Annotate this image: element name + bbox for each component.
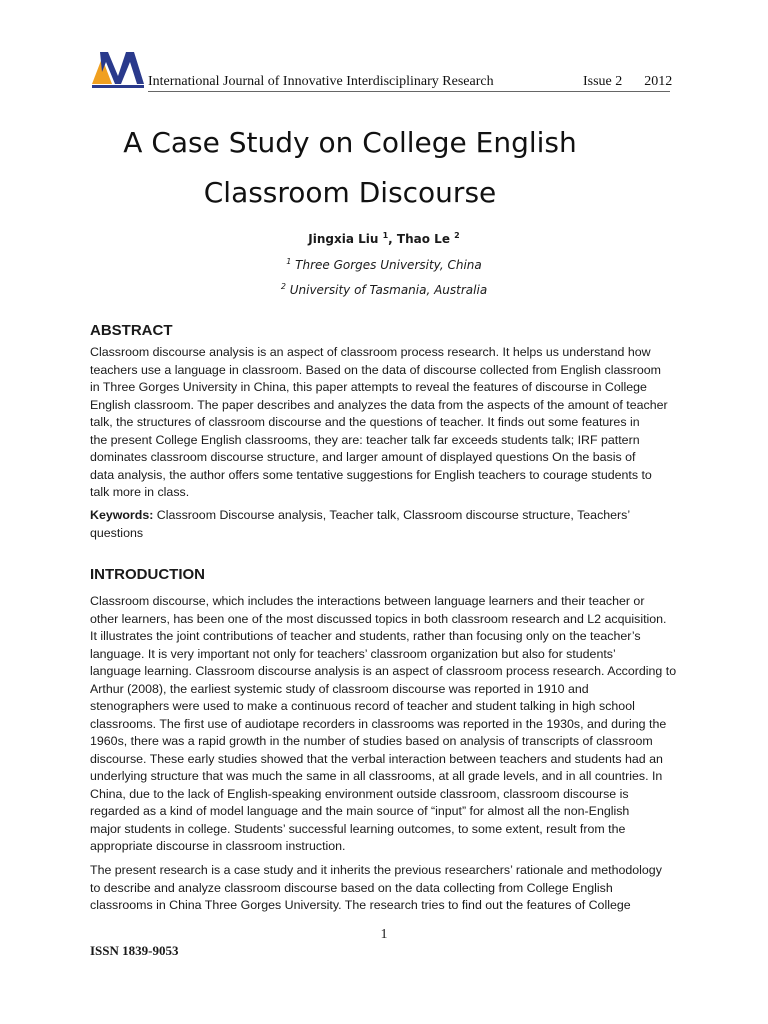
- affiliation: [90, 257, 678, 272]
- text-line: classrooms. The first use of audiotape recorders in classrooms was reported in the 1930s, and during the: [90, 716, 667, 731]
- text-line: the present College English classrooms, they are: teacher talk far exceeds students talk; IRF pattern: [90, 432, 640, 447]
- issue-year: 2012: [644, 74, 673, 89]
- text-line: in Three Gorges University in China, this paper attempts to reveal the features of discourse in College: [90, 380, 647, 394]
- title-line-2: Classroom Discourse: [203, 176, 497, 209]
- author-name: Jingxia Liu: [308, 232, 379, 246]
- header-rule: [148, 91, 670, 92]
- text-line: language. It is very important not only for teachers’ classroom organization but also for students’: [90, 646, 616, 661]
- affiliation-superscript: 1: [286, 257, 292, 266]
- text-line: talk more in class.: [90, 485, 190, 499]
- text-line: underlying structure that was much the same in all classrooms, at all grade levels, and in all countries. In: [90, 769, 663, 783]
- paper-title: [90, 118, 610, 218]
- author-superscript: 2: [454, 231, 460, 240]
- journal-logo-icon: [90, 44, 146, 90]
- keywords-text: Classroom Discourse analysis, Teacher talk, Classroom discourse structure, Teachers’: [153, 508, 631, 522]
- text-line: discourse. These early studies showed that the verbal interaction between teachers and students had an: [90, 751, 663, 766]
- text-line: appropriate discourse in classroom instruction.: [90, 839, 346, 853]
- journal-header: [90, 44, 673, 92]
- page-number: 1: [380, 927, 388, 942]
- author-name: Thao Le: [396, 232, 450, 246]
- issue-info: [583, 74, 672, 90]
- abstract-body: [90, 344, 680, 502]
- affiliation-text: University of Tasmania, Australia: [285, 283, 488, 297]
- keywords: [90, 507, 680, 542]
- text-line: English classroom. The paper describes and analyzes the data from the aspects of the amount of teacher: [90, 397, 668, 412]
- affiliation: [90, 282, 678, 297]
- issn: ISSN 1839-9053: [90, 943, 179, 958]
- author-separator: ,: [388, 232, 397, 246]
- text-line: stenographers were used to make a continuous record of teacher and student talking in high school: [90, 699, 635, 713]
- text-line: language learning. Classroom discourse analysis is an aspect of classroom process research. According to: [90, 664, 677, 678]
- introduction-paragraph-2: [90, 862, 680, 915]
- text-line: data analysis, the author offers some tentative suggestions for English teachers to courage students to: [90, 467, 652, 482]
- keywords-text: questions: [90, 525, 144, 540]
- author-superscript: 1: [382, 231, 389, 240]
- text-line: teachers use a language in classroom. Based on the data of discourse collected from English classroom: [90, 362, 661, 377]
- affiliation-text: Three Gorges University, China: [291, 258, 482, 272]
- affiliation-superscript: 2: [280, 282, 286, 291]
- text-line: Classroom discourse, which includes the interactions between language learners and their teacher or: [90, 594, 645, 608]
- text-line: to describe and analyze classroom discourse based on the data collecting from College English: [90, 880, 613, 895]
- text-line: Classroom discourse analysis is an aspect of classroom process research. It helps us understand how: [90, 345, 651, 359]
- text-line: Arthur (2008), the earliest systemic study of classroom discourse was reported in 1910 and: [90, 681, 589, 696]
- text-line: dominates classroom discourse structure, and larger amount of displayed questions On the basis of: [90, 450, 636, 464]
- text-line: The present research is a case study and it inherits the previous researchers’ rationale and methodology: [90, 863, 662, 877]
- abstract-heading: ABSTRACT: [90, 322, 173, 339]
- text-line: regarded as a kind of model language and the main source of “input” for almost all the non-English: [90, 804, 630, 818]
- text-line: other learners, has been one of the most discussed topics in both classroom research and L2 acquisition.: [90, 611, 667, 626]
- text-line: classrooms in China Three Gorges University. The research tries to find out the features of College: [90, 898, 631, 912]
- text-line: major students in college. Students’ successful learning outcomes, to some extent, result from the: [90, 821, 626, 836]
- text-line: It illustrates the joint contributions of teacher and students, rather than focusing only on the teacher’s: [90, 629, 641, 643]
- text-line: China, due to the lack of English-speaking environment outside classroom, classroom discourse is: [90, 786, 629, 801]
- journal-name: International Journal of Innovative Interdisciplinary Research: [148, 74, 494, 89]
- introduction-heading: INTRODUCTION: [90, 566, 205, 583]
- text-line: 1960s, there was a rapid growth in the number of studies based on analysis of transcripts of classroom: [90, 734, 653, 748]
- issue-number: Issue 2: [583, 74, 623, 89]
- keywords-label: Keywords:: [90, 508, 154, 522]
- author-list: [90, 231, 678, 246]
- text-line: talk, the structures of classroom discourse and the questions of teacher. It finds out some features in: [90, 415, 640, 429]
- introduction-paragraph-1: [90, 593, 680, 856]
- title-line-1: A Case Study on College English: [123, 126, 577, 159]
